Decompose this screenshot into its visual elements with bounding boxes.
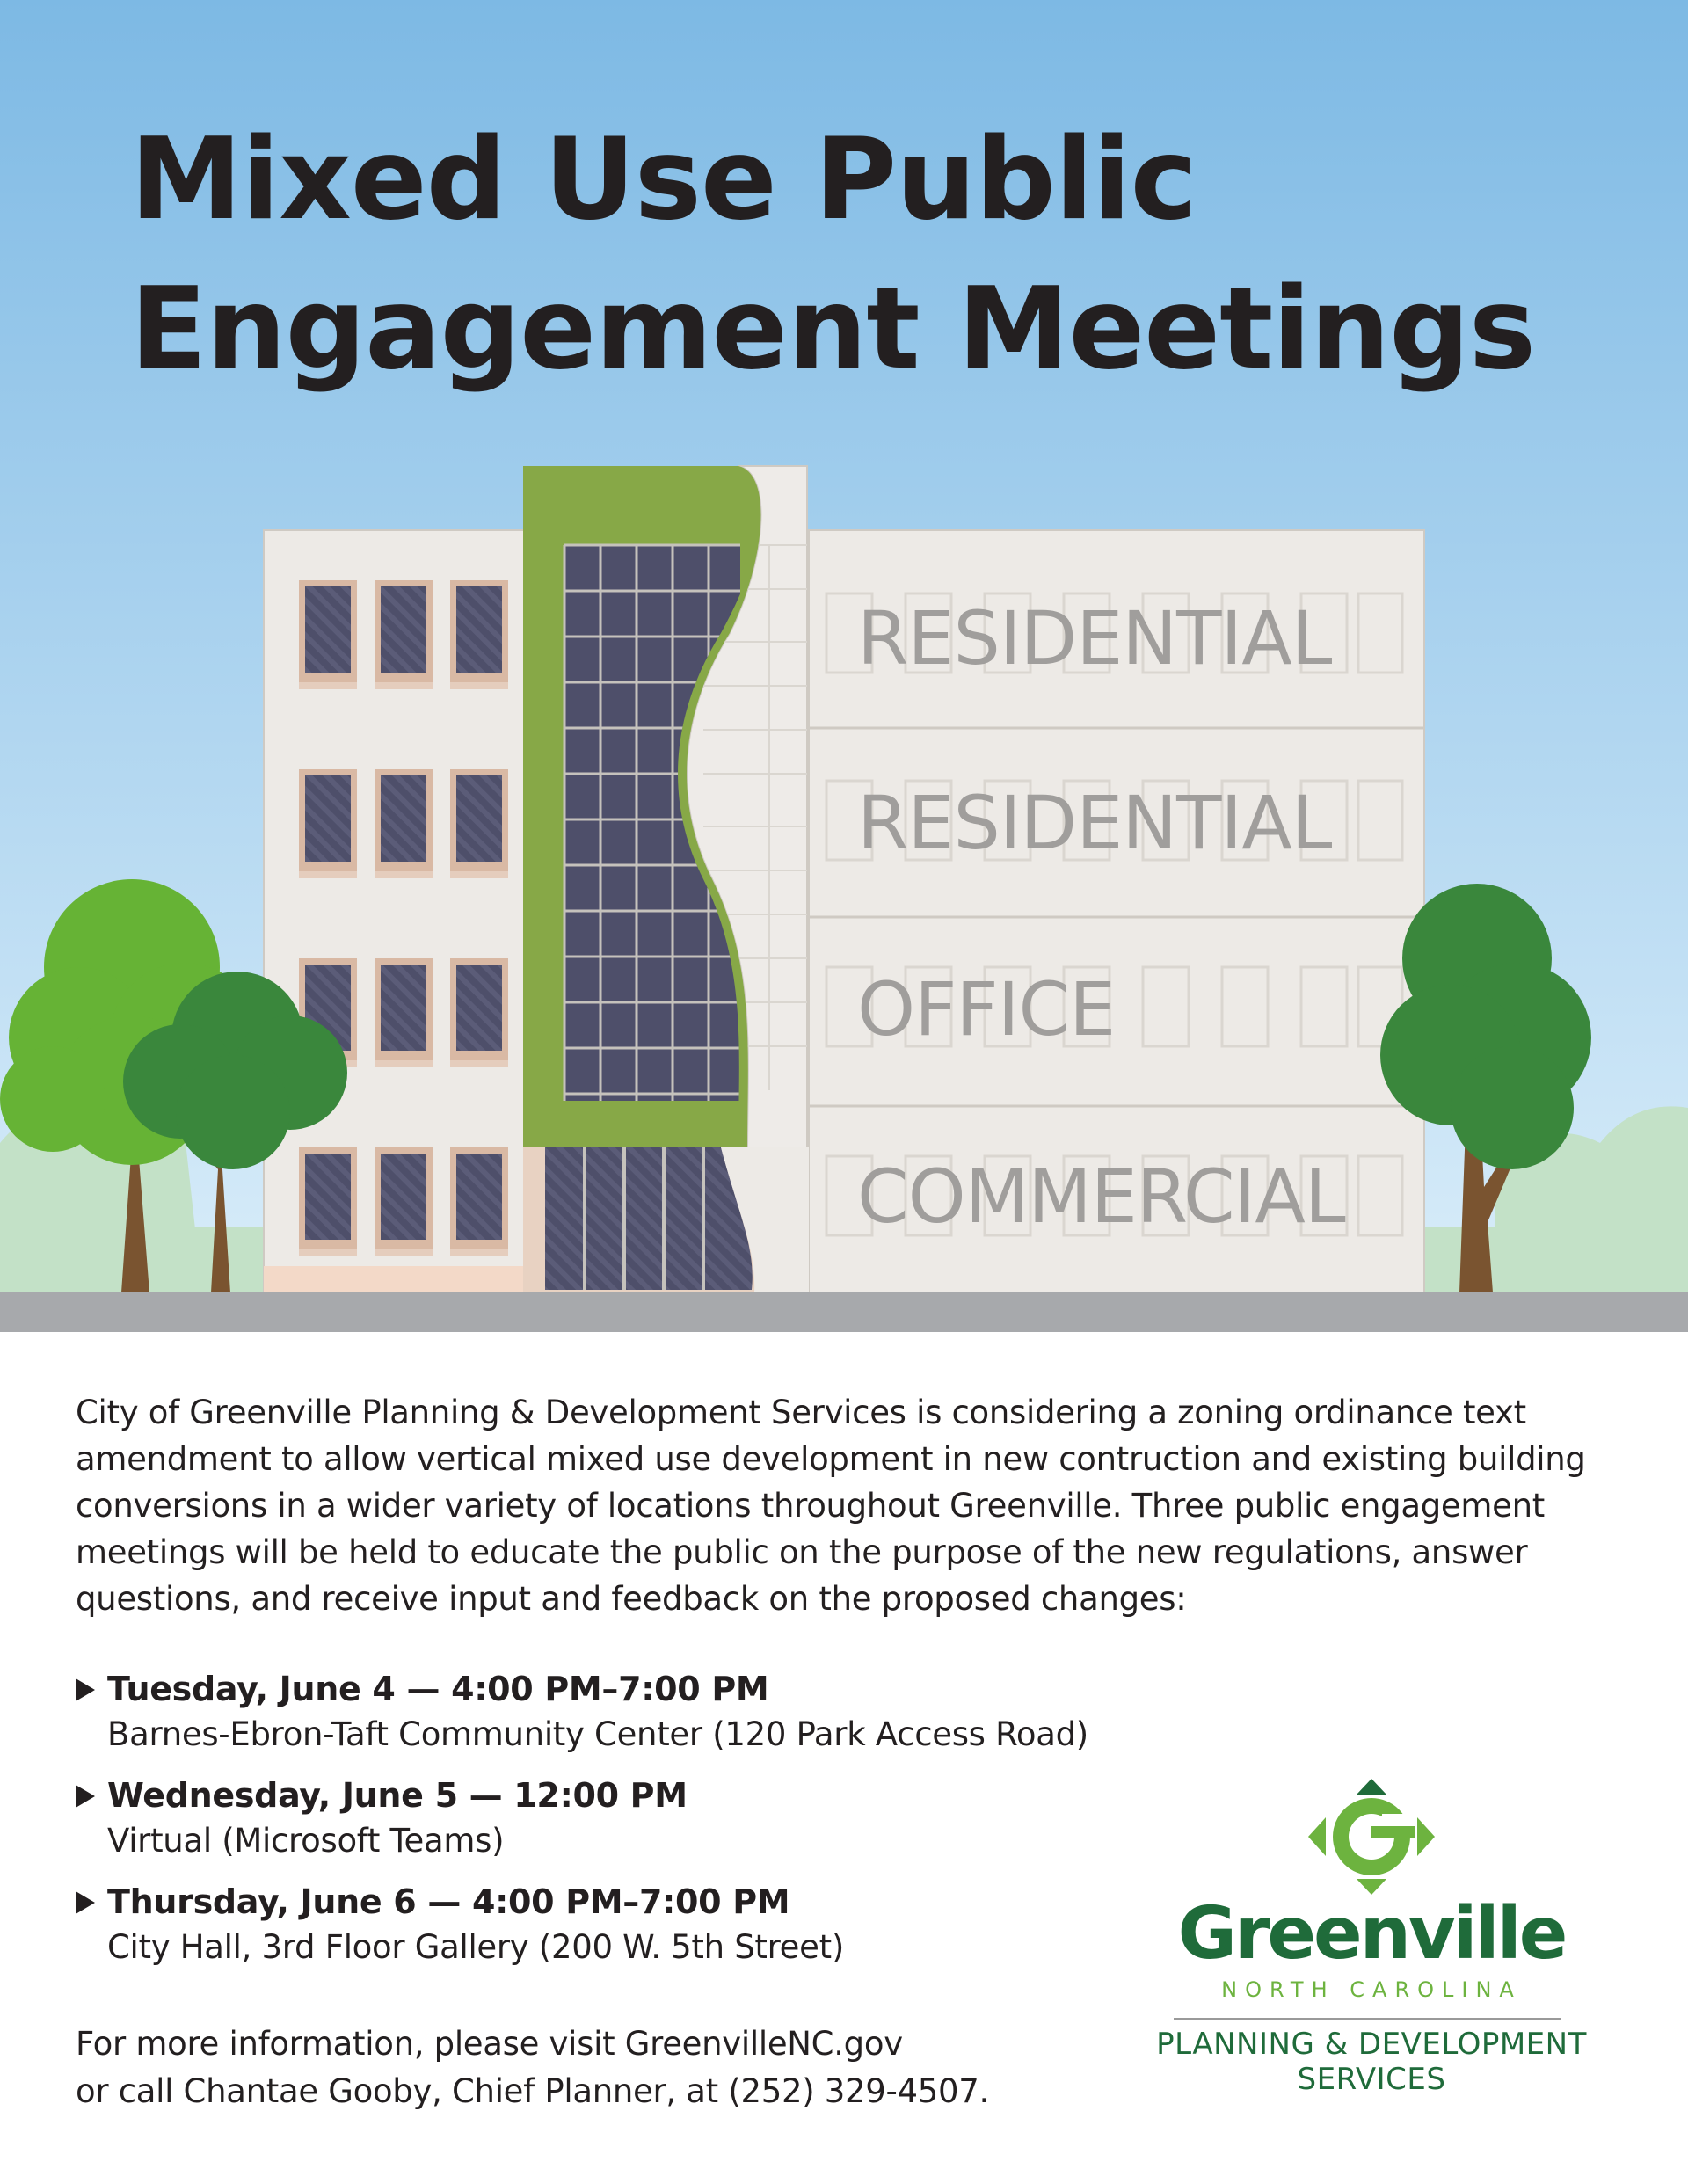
logo-state-name: NORTH CAROLINA — [1221, 1977, 1522, 2002]
greenville-logo — [1134, 1772, 1609, 2097]
logo-department-line-1: PLANNING & DEVELOPMENT — [1156, 2027, 1587, 2062]
logo-city-name: Greenville — [1177, 1892, 1566, 1976]
contact-info — [76, 2020, 989, 2115]
floor-label-3: RESIDENTIAL — [857, 780, 1332, 866]
ground — [0, 1292, 1688, 1332]
floor-label-1: COMMERCIAL — [857, 1154, 1345, 1240]
logo-department-line-2: SERVICES — [1297, 2062, 1446, 2097]
title-line-1: Mixed Use Public — [130, 114, 1197, 245]
triangle-bullet-icon — [76, 1891, 95, 1914]
logo-department — [1134, 2027, 1609, 2097]
meeting-datetime: Wednesday, June 5 — 12:00 PM — [107, 1776, 688, 1815]
intro-paragraph: City of Greenville Planning & Development Services is considering a zoning ordinance text amendment to allow vertical mixed use development in new contruction and existing building conversions in a wider variety of locations throughout Greenville. Three public engagement meetings will be held to educate the public on the purpose of the new regulations, answer questions, and receive input and feedback on the proposed changes: — [76, 1394, 1586, 1618]
meeting-datetime: Tuesday, June 4 — 4:00 PM–7:00 PM — [107, 1670, 769, 1708]
meeting-item-3 — [76, 1879, 1088, 1970]
meeting-item-1 — [76, 1666, 1088, 1758]
contact-line-1: For more information, please visit GreenvilleNC.gov — [76, 2025, 903, 2063]
title-line-2: Engagement Meetings — [130, 264, 1536, 395]
meeting-location: Barnes-Ebron-Taft Community Center (120 Park Access Road) — [107, 1715, 1088, 1753]
meeting-location: City Hall, 3rd Floor Gallery (200 W. 5th Street) — [107, 1928, 844, 1966]
lobby-glass — [545, 1147, 756, 1292]
page-title — [130, 106, 1535, 404]
meeting-list — [76, 1666, 1088, 1985]
triangle-bullet-icon — [76, 1678, 95, 1701]
floor-label-2: OFFICE — [857, 966, 1116, 1052]
floor-label-4: RESIDENTIAL — [857, 595, 1332, 681]
greenville-g-emblem-icon — [1134, 1772, 1609, 1895]
meeting-datetime: Thursday, June 6 — 4:00 PM–7:00 PM — [107, 1882, 790, 1921]
logo-divider — [1174, 2018, 1561, 2020]
meeting-item-2 — [76, 1773, 1088, 1864]
triangle-bullet-icon — [76, 1785, 95, 1808]
contact-line-2: or call Chantae Gooby, Chief Planner, at (252) 329-4507. — [76, 2072, 989, 2110]
meeting-location: Virtual (Microsoft Teams) — [107, 1822, 505, 1860]
